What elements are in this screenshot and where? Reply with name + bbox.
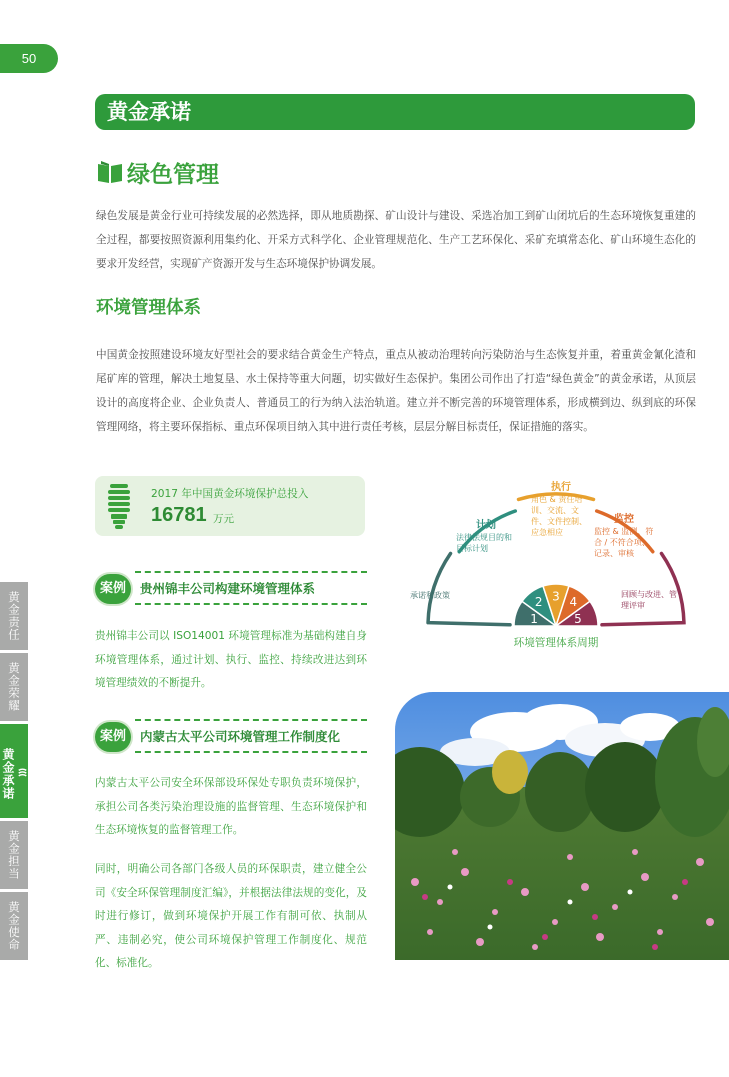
case1-title: 贵州锦丰公司构建环境管理体系 <box>140 581 316 596</box>
energy-bulb-icon <box>106 482 132 530</box>
cycle-stage-text: 理评审 <box>621 601 645 610</box>
case1-text: 贵州锦丰公司以 ISO14001 环境管理标准为基础构建自身环境管理体系，通过计划、执行、监控、持续改进达到环境管理绩效的不断提升。 <box>95 630 367 689</box>
case2-text-1: 内蒙古太平公司安全环保部设环保处专职负责环境保护，承担公司各类污染治理设施的监督管理、生态环境保护和生态环境恢复的监督管理工作。 <box>95 777 367 836</box>
cycle-stage-text: 监控 & 监测、符 <box>594 527 654 536</box>
cycle-stage-text: 法律法规目的和 <box>456 533 512 542</box>
cycle-segment-number: 2 <box>534 595 543 610</box>
cycle-stage-text: 件、文件控制、 <box>531 517 587 526</box>
management-cycle-diagram <box>396 474 708 656</box>
case2-header <box>95 722 367 752</box>
subheading: 环境管理体系 <box>96 298 201 318</box>
case-badge: 案例 <box>95 574 131 604</box>
cycle-stage-text: 记录、审核 <box>594 549 634 558</box>
cycle-stage-text: 角色 & 责任培 <box>531 495 583 504</box>
side-tab-mission[interactable]: 黄金使命 <box>0 892 28 960</box>
divider <box>135 603 367 605</box>
page-number: 50 <box>0 44 58 73</box>
cycle-stage-text: 合 / 不符合项、 <box>594 538 650 547</box>
cycle-segment-number: 4 <box>569 595 578 610</box>
book-icon <box>96 160 124 184</box>
cycle-stage-arc <box>428 554 510 625</box>
landscape-photo <box>395 692 729 960</box>
divider <box>135 719 367 721</box>
system-paragraph: 中国黄金按照建设环境友好型社会的要求结合黄金生产特点，重点从被动治理转向污染防治与生态恢复并重，着重黄金氰化渣和尾矿库的管理，解决土地复垦、水土保持等重大问题，切实做好生态保护。集团公司作出了打造“绿色黄金”的黄金承诺，从顶层设计的高度将企业、企业负责人、普通员工的行为纳入法治轨道。建立并不断完善的环境管理体系，形成横到边、纵到底的环保管理网络，将主要环保指标、重点环保项目纳入其中进行责任考核，层层分解目标责任，保证措施的落实。 <box>96 349 696 433</box>
case-badge: 案例 <box>95 722 131 752</box>
case1-header <box>95 574 367 604</box>
stat-unit: 万元 <box>213 513 234 525</box>
case2-title: 内蒙古太平公司环境管理工作制度化 <box>140 729 341 744</box>
side-tab-glory[interactable]: 黄金荣耀 <box>0 653 28 721</box>
cycle-stage-text: 应急相应 <box>531 528 563 537</box>
page-heading <box>96 156 219 188</box>
side-tab-responsibility[interactable]: 黄金责任 <box>0 582 28 650</box>
stat-value: 16781 <box>151 504 207 526</box>
divider <box>135 751 367 753</box>
case2-text-2: 同时，明确公司各部门各级人员的环保职责，建立健全公司《安全环保管理制度汇编》，并根据法律法规的变化，及时进行修订，做到环境保护开展工作有制可依、执制从严、违制必究，使公司环境保护管理工作制度化、规范化、标准化。 <box>95 863 367 969</box>
side-tab-commitment[interactable]: 黄金担当 <box>0 821 28 889</box>
cycle-stage-text: 目标计划 <box>456 544 488 553</box>
cycle-segment-number: 1 <box>530 611 538 626</box>
diagram-caption: 环境管理体系周期 <box>513 637 599 649</box>
section-banner: 黄金承诺 <box>95 94 695 130</box>
stat-box <box>95 476 365 536</box>
stat-title: 2017 年中国黄金环境保护总投入 <box>151 488 309 500</box>
cycle-segment-number: 3 <box>552 589 560 604</box>
cycle-stage-title: 计划 <box>476 520 496 531</box>
cycle-stage-title: 执行 <box>551 482 571 493</box>
heading-text: 绿色管理 <box>127 161 219 188</box>
section-icon <box>17 765 28 781</box>
intro-paragraph: 绿色发展是黄金行业可持续发展的必然选择，即从地质勘探、矿山设计与建设、采选冶加工到矿山闭坑后的生态环境恢复重建的全过程，都要按照资源利用集约化、开采方式科学化、企业管理规范化、生产工艺环保化、采矿充填常态化、矿山环境生态化的要求开发经营，实现矿产资源开发与生态环境保护协调发展。 <box>96 210 696 270</box>
divider <box>135 571 367 573</box>
cycle-stage-text: 回顾与改进、管 <box>621 590 677 599</box>
cycle-segment-number: 5 <box>574 611 582 626</box>
side-tab-label: 黄金承诺 <box>1 748 15 800</box>
cycle-stage-title: 监控 <box>614 514 634 525</box>
side-tab-promise[interactable] <box>0 724 28 818</box>
cycle-stage-text: 训、交流、文 <box>531 506 579 515</box>
cycle-stage-text: 承诺和政策 <box>410 591 450 600</box>
